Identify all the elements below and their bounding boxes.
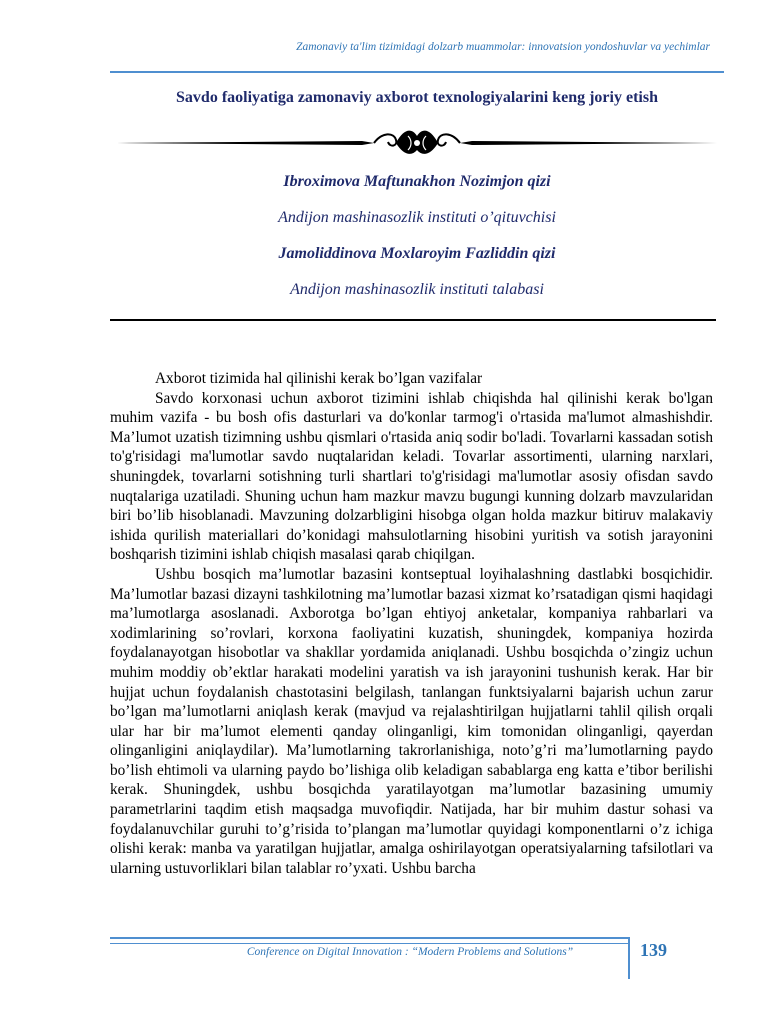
header-rule xyxy=(110,71,724,73)
author-block xyxy=(110,164,724,308)
footer-rule-thin xyxy=(110,943,630,944)
article-title: Savdo faoliyatiga zamonaviy axborot texnologiyalarini keng joriy etish xyxy=(176,89,658,106)
author-affiliation-1: Andijon mashinasozlik instituti o’qituvchisi xyxy=(278,209,556,226)
running-head: Zamonaviy ta'lim tizimidagi dolzarb muammolar: innovatsion yondoshuvlar va yechimlar xyxy=(296,41,710,53)
footer-rule xyxy=(110,937,630,939)
section-divider xyxy=(110,319,716,321)
author-name-2: Jamoliddinova Moxlaroyim Fazliddin qizi xyxy=(278,245,556,262)
section-heading: Axborot tizimida hal qilinishi kerak bo’lgan vazifalar xyxy=(155,370,483,387)
article-body xyxy=(110,369,713,878)
author-affiliation-2: Andijon mashinasozlik instituti talabasi xyxy=(290,281,544,298)
author-name-1: Ibroximova Maftunakhon Nozimjon qizi xyxy=(283,173,551,190)
scroll-divider-ornament-icon xyxy=(112,124,722,160)
footer-vertical-rule xyxy=(628,937,630,979)
conference-footer: Conference on Digital Innovation : “Modern Problems and Solutions” xyxy=(246,946,574,958)
paragraph-1: Savdo korxonasi uchun axborot tizimini ishlab chiqishda hal qilinishi kerak bo'lgan muhim vazifa - bu bosh ofis dasturlari va do'konlar tarmog'i o'rtasida ma'lumot almashishdir. Ma’lumot uzatish tizimning ushbu qismlari o'rtasida aniq sodir bo'ladi. Tovarlarni kassadan sotish to'g'risidagi ma'lumotlar savdo nuqtalaridan keladi. Tovarlar assortimenti, ularning narxlari, shuningdek, tovarlarni sotishning turli shartlari to'g'risidagi ma'lumotlar asosiy ofisdan savdo nuqtalariga uzatiladi. Shuning uchun ham mazkur mavzu bugungi kunning dolzarb mavzularidan biri bo’lib hisoblanadi. Mavzuning dolzarbligini hisobga olgan holda mazkur bitiruv malakaviy ishida qurilish materiallari do’konidagi mahsulotlarning hisobini yuritish va sotish jarayonini boshqarish tizimini ishlab chiqish masalasi qarab chiqilgan. xyxy=(110,389,713,564)
page-number: 139 xyxy=(640,940,667,960)
paragraph-2: Ushbu bosqich ma’lumotlar bazasini kontseptual loyihalashning dastlabki bosqichidir. Ma’lumotlar bazasi dizayni tashkilotning ma’lumotlar bazasi xizmat ko’rsatadigan qismi haqidagi ma’lumotlarga asoslanadi. Axborotga bo’lgan ehtiyoj anketalar, kompaniya rahbarlari va xodimlarining so’rovlari, korxona faoliyatini kuzatish, shuningdek, kompaniya hozirda foydalanayotgan hisobotlar va shakllar yordamida aniqlanadi. Ushbu bosqichda o’zingiz uchun muhim moddiy ob’ektlar harakati modelini yaratish va ish jarayonini tushunish kerak. Har bir hujjat uchun foydalanish chastotasini belgilash, tanlangan funktsiyalarni bajarish uchun zarur bo’lgan ma’lumotlarni aniqlash kerak (mavjud va rejalashtirilgan hujjatlarni tahlil qilish orqali ular har bir ma’lumot elementi qanday olinganligi, kim tomonidan olinganligi, qayerdan olinganligini aniqlaydilar). Ma’lumotlarning takrorlanishiga, noto’g’ri ma’lumotlarning paydo bo’lish ehtimoli va ularning paydo bo’lishiga olib keladigan sabablarga eng katta e’tibor berilishi kerak. Shuningdek, ushbu bosqichda yaratilayotgan ma’lumotlar bazasining umumiy parametrlarini taqdim etish maqsadga muvofiqdir. Natijada, har bir muhim dastur sohasi va foydalanuvchilar guruhi to’g’risida to’plangan ma’lumotlar quyidagi komponentlarni o’z ichiga olishi kerak: manba va yaratilgan hujjatlar, amalga oshirilayotgan operatsiyalarning tafsilotlari va ularning ustuvorliklari bilan talablar ro’yxati. Ushbu barcha xyxy=(110,565,713,877)
